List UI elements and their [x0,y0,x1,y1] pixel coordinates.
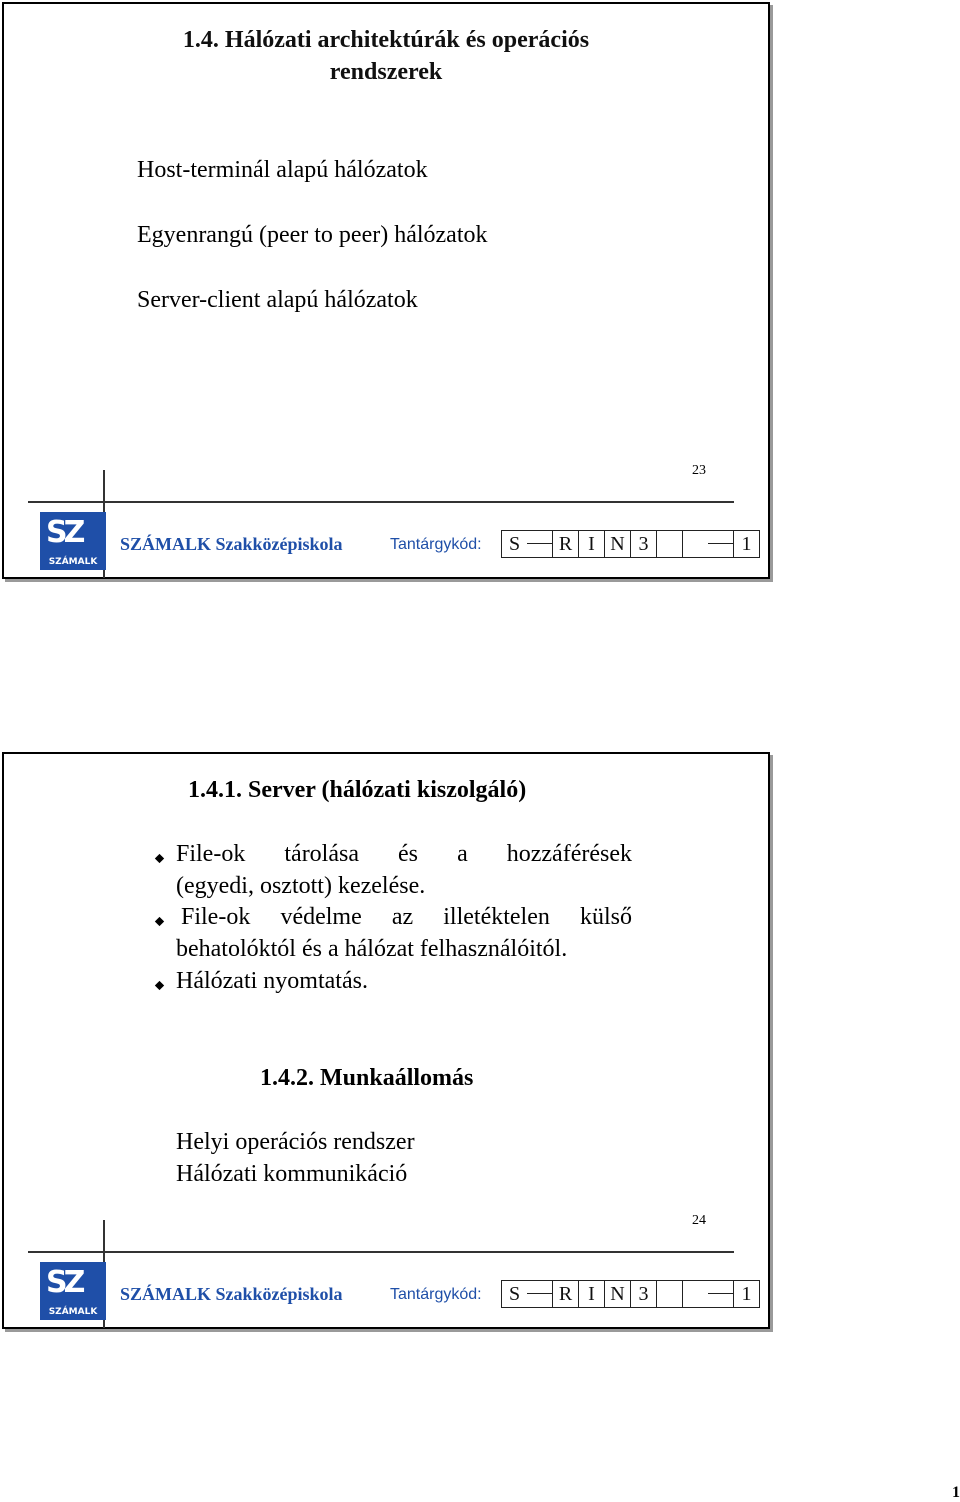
code-cell: 1 [733,531,760,557]
slide-footer [4,1220,768,1330]
logo-subtext: SZÁMALK [48,1307,98,1317]
section-heading: 1.4.1. Server (hálózati kiszolgáló) [188,777,527,803]
course-code-box [501,1280,760,1308]
code-cell: I [578,1281,604,1307]
code-cell [656,531,682,557]
code-cell: 3 [630,1281,656,1307]
course-code-box [501,530,760,558]
code-cell [682,531,708,557]
logo-glyph: SZ [46,515,82,550]
slide-page-number: 23 [692,463,706,478]
code-cell [708,531,733,557]
code-cell [527,531,552,557]
footer-divider-horizontal [28,1251,734,1253]
list-item: Host-terminál alapú hálózatok [137,157,428,183]
bullet-text: File-ok tárolása és a hozzáférések [176,841,632,867]
bullet-diamond-icon [155,981,164,990]
code-cell [527,1281,552,1307]
section-heading: 1.4.2. Munkaállomás [260,1065,474,1091]
code-cell: 1 [733,1281,760,1307]
course-code-label: Tantárgykód: [390,1286,482,1303]
szamalk-logo [40,512,106,570]
code-cell: S [501,531,527,557]
list-item: Server-client alapú hálózatok [137,287,418,313]
slide-title-line2: rendszerek [329,59,443,85]
document-page-number: 1 [952,1484,960,1501]
code-cell [708,1281,733,1307]
bullet-text: (egyedi, osztott) kezelése. [176,873,426,899]
code-cell: S [501,1281,527,1307]
bullet-diamond-icon [155,917,164,926]
code-cell: I [578,531,604,557]
slide-page-number: 24 [692,1213,706,1228]
code-cell: N [604,531,630,557]
logo-subtext: SZÁMALK [48,557,98,567]
code-cell: N [604,1281,630,1307]
bullet-text: behatolóktól és a hálózat felhasználóitól. [176,936,568,962]
slide-title-line1: 1.4. Hálózati architektúrák és operációs [182,27,590,53]
list-item: Helyi operációs rendszer [176,1129,415,1155]
course-code-label: Tantárgykód: [390,536,482,553]
code-cell: R [552,1281,578,1307]
slide-23 [2,2,770,579]
code-cell: 3 [630,531,656,557]
bullet-diamond-icon [155,854,164,863]
szamalk-logo [40,1262,106,1320]
code-cell [682,1281,708,1307]
slide-footer [4,470,768,580]
bullet-text: Hálózati nyomtatás. [176,968,368,994]
code-cell: R [552,531,578,557]
list-item: Hálózati kommunikáció [176,1161,408,1187]
slide-24 [2,752,770,1329]
school-name: SZÁMALK Szakközépiskola [120,534,343,554]
school-name: SZÁMALK Szakközépiskola [120,1284,343,1304]
list-item: Egyenrangú (peer to peer) hálózatok [137,222,488,248]
logo-glyph: SZ [46,1265,82,1300]
bullet-text: File-ok védelme az illetéktelen külső [181,904,632,930]
footer-divider-horizontal [28,501,734,503]
code-cell [656,1281,682,1307]
